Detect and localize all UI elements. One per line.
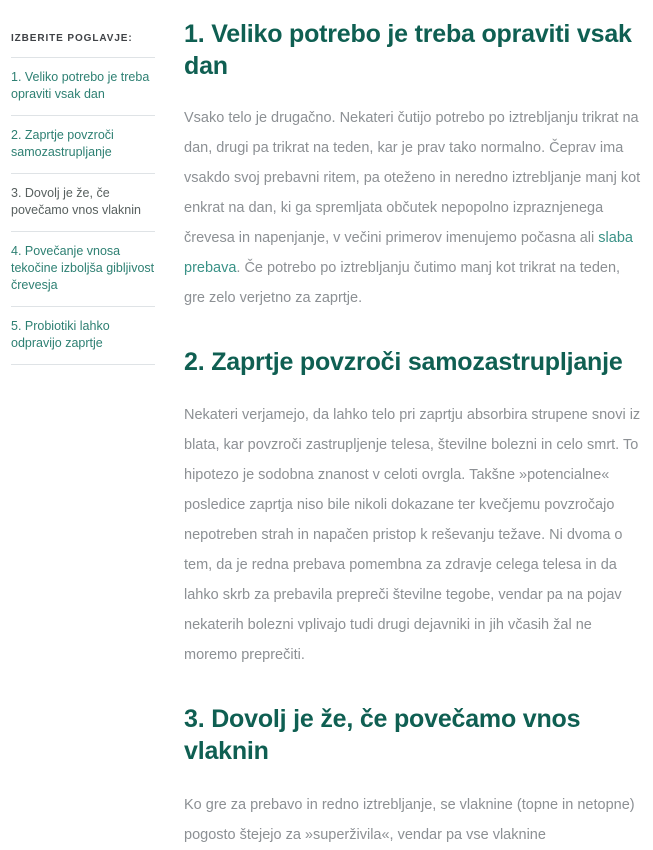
sidebar-item-3[interactable]: 3. Dovolj je že, če povečamo vnos vlaknin bbox=[11, 186, 141, 217]
section-paragraph-3: Ko gre za prebavo in redno iztrebljanje, se vlaknine (topne in netopne) pogosto štejejo za »superživila«, vendar pa vse vlaknine bbox=[184, 797, 635, 843]
section-paragraph-1 bbox=[184, 103, 641, 313]
article-content bbox=[175, 0, 653, 850]
section-heading-3: 3. Dovolj je že, če povečamo vnos vlaknin bbox=[184, 705, 581, 765]
paragraph-text-before-link: Vsako telo je drugačno. Nekateri čutijo potrebo po iztrebljanju trikrat na dan, drugi pa trikrat na teden, kar je prav tako normalno. Čeprav ima vsakdo svoj prebavni ritem, pa oteženo in neredno iztrebljanje manj kot enkrat na dan, ki ga spremljata občutek nepopolno izpraznjenega črevesa in napenjanje, v večini primerov imenujemo počasna ali bbox=[184, 110, 641, 246]
sidebar-item-4[interactable]: 4. Povečanje vnosa tekočine izboljša gibljivost črevesja bbox=[11, 244, 155, 292]
slaba-prebava-link[interactable]: slaba prebava bbox=[184, 230, 633, 276]
sidebar-item-1[interactable]: 1. Veliko potrebo je treba opraviti vsak dan bbox=[11, 70, 150, 101]
toc-divider bbox=[11, 364, 155, 365]
table-of-contents bbox=[0, 0, 175, 365]
sidebar-item-2[interactable]: 2. Zaprtje povzroči samozastrupljanje bbox=[11, 128, 114, 159]
section-heading-2: 2. Zaprtje povzroči samozastrupljanje bbox=[184, 348, 623, 376]
section-paragraph-2: Nekateri verjamejo, da lahko telo pri zaprtju absorbira strupene snovi iz blata, kar povzroči zastrupljenje telesa, številne bolezni in celo smrt. To hipotezo je sodobna znanost v celoti ovrgla. Takšne »potencialne« posledice zaprtja niso bile nikoli dokazane ter kvečjemu povzročajo nepotreben strah in napačen pristop k reševanju težave. Ni dvoma o tem, da je redna prebava pomembna za zdravje celega telesa in da lahko skrb za prebavila prepreči številne tegobe, vendar pa na pojav nekaterih bolezni vplivajo tudi drugi dejavniki in jih včasih žal ne moremo preprečiti. bbox=[184, 407, 641, 663]
paragraph-text-after-link: . Če potrebo po iztrebljanju čutimo manj kot trikrat na teden, gre zelo verjetno za zaprtje. bbox=[184, 260, 621, 306]
sidebar-item-5[interactable]: 5. Probiotiki lahko odpravijo zaprtje bbox=[11, 319, 110, 350]
section-heading-1: 1. Veliko potrebo je treba opraviti vsak dan bbox=[184, 20, 632, 80]
toc-heading-label: IZBERITE POGLAVJE: bbox=[11, 33, 133, 44]
